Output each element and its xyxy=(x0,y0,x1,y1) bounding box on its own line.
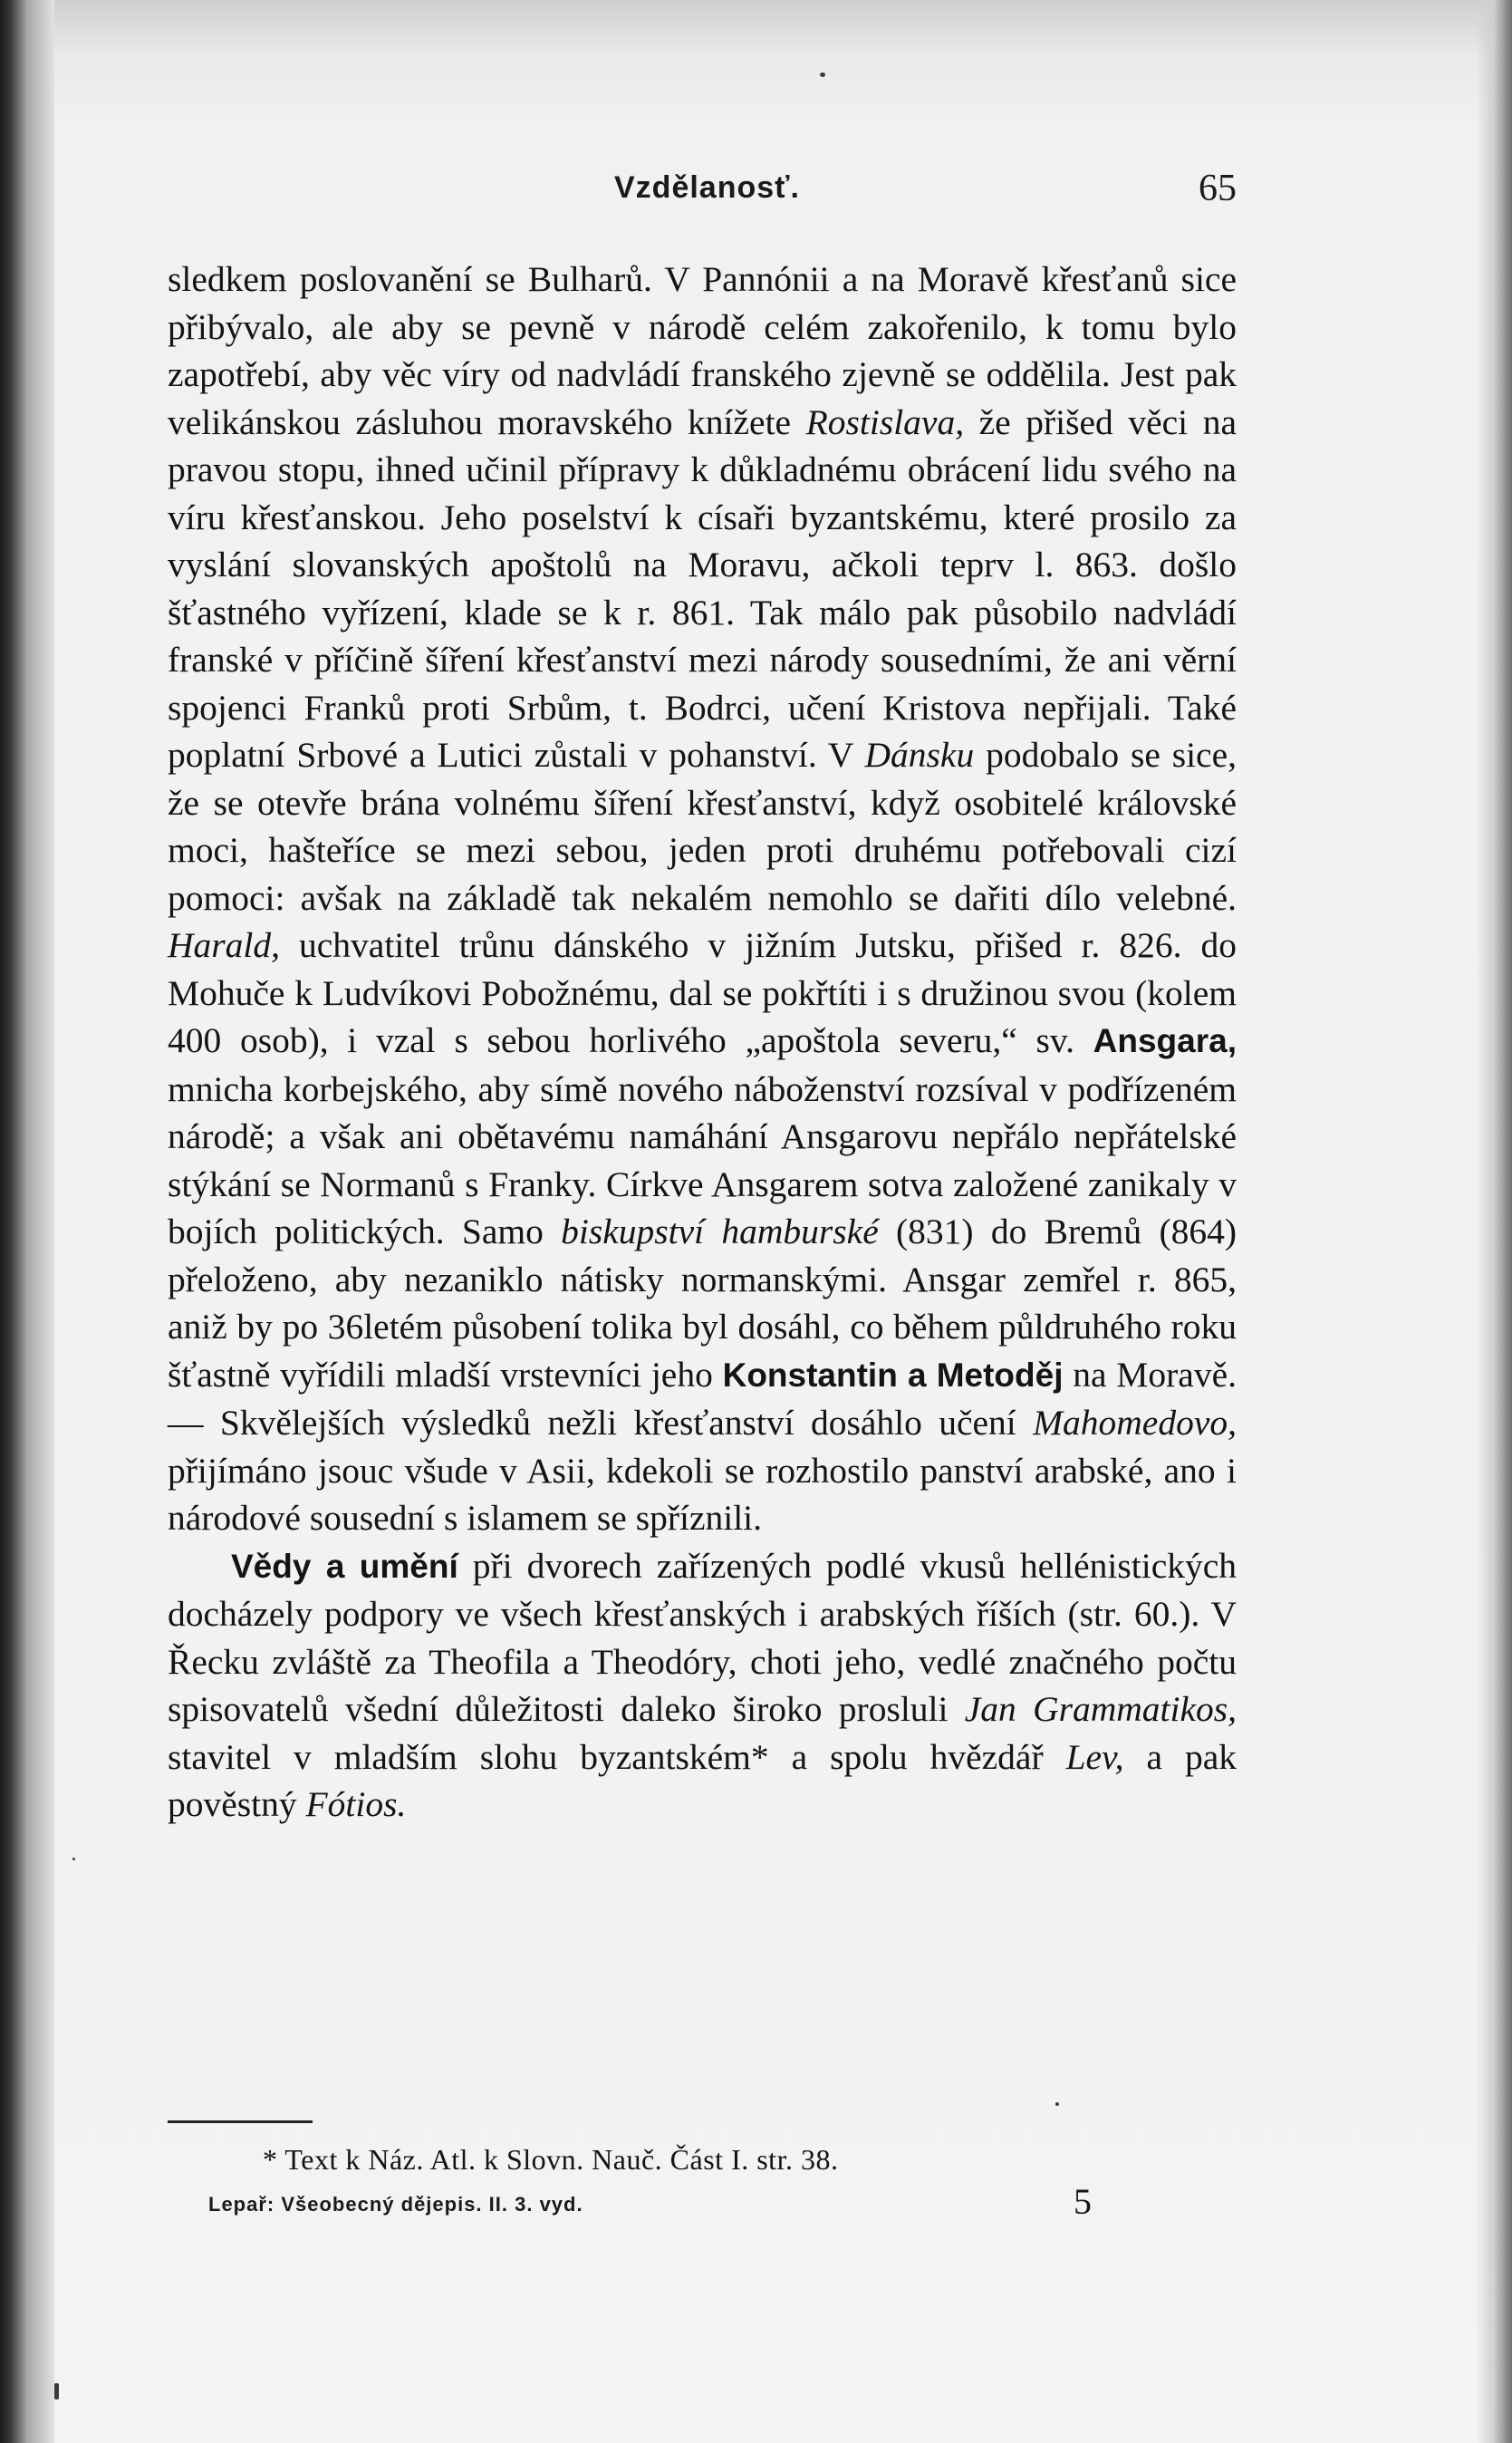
italic-name: Rostislava, xyxy=(805,401,965,442)
paragraph xyxy=(168,256,1237,1542)
italic-term: Mahomedovo, xyxy=(1033,1403,1237,1443)
bold-name: Konstantin a Metoděj xyxy=(722,1356,1064,1394)
footnote-rule xyxy=(168,2120,313,2123)
text-run: a pak pověstný xyxy=(168,1736,1237,1824)
scan-speck xyxy=(54,2383,59,2400)
sheet-number: 5 xyxy=(1074,2181,1092,2222)
footnote: * Text k Náz. Atl. k Slovn. Nauč. Část I. str. 38. xyxy=(263,2143,839,2176)
scan-speck xyxy=(72,1858,75,1860)
text-run: při dvorech zařízených podlé vkusů hellénistických docházely podpory ve všech křesťanských i arabských říších (str. 60.). V Řecku zvláště za Theofila a Theodóry, choti jeho, vedlé značného počtu spisovatelů všední důležitosti daleko široko prosluli xyxy=(168,1545,1238,1729)
text-run: přijímáno jsouc všude v Asii, kdekoli se rozhostilo panství arabské, ano i národové sousední s islamem se spříznili. xyxy=(168,1450,1237,1538)
italic-name: Lev, xyxy=(1065,1736,1124,1777)
scan-edge-left xyxy=(0,0,54,2443)
text-run: podobalo se sice, že se otevře brána volnému šíření křesťanství, když osobitelé královské moci, hašteříce se mezi sebou, jeden proti druhému potřebovali cizí pomoci: avšak na základě tak nekalém nemohlo se dařiti dílo velebné. xyxy=(168,735,1237,918)
italic-name: Fótios. xyxy=(305,1784,407,1824)
page-number: 65 xyxy=(1199,168,1237,209)
italic-term: biskupství hamburské xyxy=(561,1212,879,1251)
text-run: stavitel v mladším slohu byzantském* a spolu hvězdář xyxy=(168,1736,1066,1777)
text-run: sledkem poslovanění se Bulharů. V Pannónii a na Moravě křesťanů sice přibývalo, ale aby se pevně v národě celém zakořenilo, k tomu bylo zapotřebí, aby věc víry od nadvládí franského zjevně se oddělila. Jest pak velikánskou zásluhou moravského knížete xyxy=(168,259,1237,442)
scan-speck xyxy=(1055,2102,1059,2106)
text-run: že přišed věci na pravou stopu, ihned učinil přípravy k důkladnému obrácení lidu svého na víru křesťanskou. Jeho poselství k císaři byzantskému, které prosilo za vyslání slovanských apoštolů na Moravu, ačkoli teprv l. 863. došlo šťastného vyřízení, klade se k r. 861. Tak málo pak působilo nadvládí franské v příčině šíření křesťanství mezi národy sousedními, že ani věrní spojenci Franků proti Srbům, t. Bodrci, učení Kristova nepřijali. Také poplatní Srbové a Lutici zůstali v pohanství. V xyxy=(168,401,1237,775)
scan-edge-right xyxy=(1476,0,1512,2443)
italic-name: Harald, xyxy=(168,925,280,965)
text-run: mnicha korbejského, aby símě nového náboženství rozsíval v podřízeném národě; a však ani obětavému namáhání Ansgarovu nepřálo nepřátelské stýkání se Normanů s Franky. Církve Ansgarem sotva založené zanikaly v bojích politických. Samo xyxy=(168,1068,1237,1251)
italic-name: Dánsku xyxy=(864,735,975,775)
bold-name: Ansgara, xyxy=(1093,1022,1237,1059)
paragraph xyxy=(168,1542,1237,1829)
page-header xyxy=(168,170,1237,216)
text-run: na Moravě. — Skvělejších výsledků nežli křesťanství dosáhlo učení xyxy=(168,1354,1237,1443)
scan-speck xyxy=(820,72,825,77)
text-run: uchvatitel trůnu dánského v jižním Jutsku, přišed r. 826. do Mohuče k Ludvíkovi Pobožnému, dal se pokřtíti i s družinou svou (kolem 400 osob), i vzal s sebou horlivého „apoštola severu,“ sv. xyxy=(168,925,1237,1060)
text-run: (831) do Bremů (864) přeloženo, aby nezaniklo nátisky normanskými. Ansgar zemřel r. 865, aniž by po 36letém působení tolika byl dosáhl, co během půldruhého roku šťastně vyřídili mladší vrstevníci jeho xyxy=(168,1212,1237,1395)
body-text xyxy=(168,256,1237,1829)
bold-heading: Vědy a umění xyxy=(231,1547,458,1585)
italic-name: Jan Grammatikos, xyxy=(964,1689,1237,1729)
printer-signature: Lepař: Všeobecný dějepis. II. 3. vyd. xyxy=(208,2193,583,2216)
running-head: Vzdělanosť. xyxy=(614,170,800,205)
